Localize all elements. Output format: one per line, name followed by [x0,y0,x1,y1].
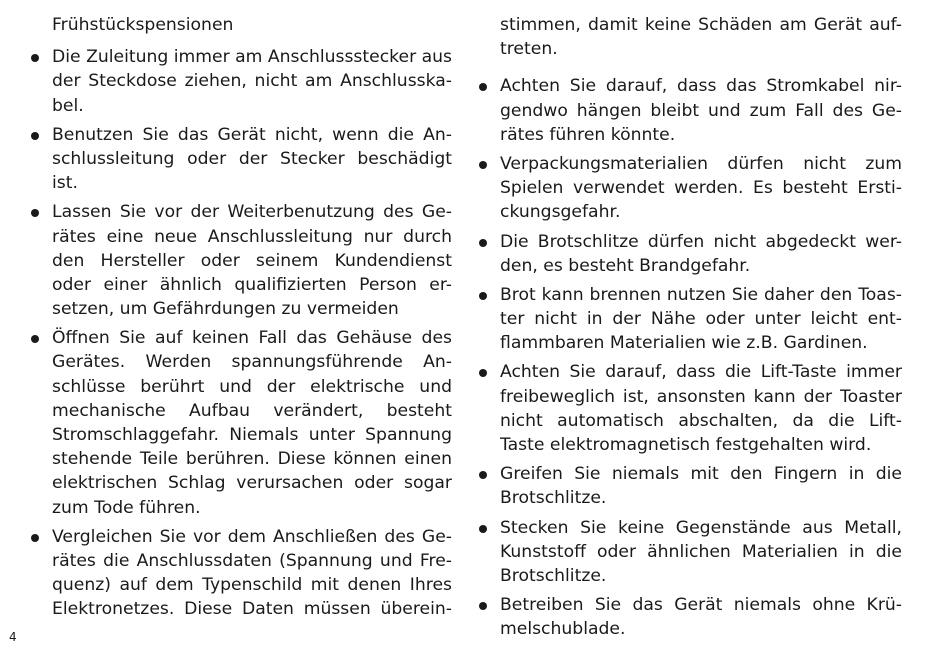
text-line: gendwo hängen bleibt und zum Fall des Ge- [500,100,902,121]
page-number: 4 [9,630,17,644]
bullet-icon [479,239,487,247]
text-line: Stromschlaggefahr. Niemals unter Spannung [52,425,452,445]
text-line: Kunststoff oder ähnlichen Materialien in die [500,541,902,562]
text-line: quenz) auf dem Typenschild mit denen Ihres [52,575,452,596]
text-line: Spielen verwendet werden. Es besteht Ersti- [500,178,902,199]
bullet-icon [31,335,39,343]
text-line: Brotschlitze. [500,488,607,509]
text-line: oder einer ähnlich qualifizierten Person er- [52,274,452,295]
text-line: rätes führen könnte. [500,124,676,145]
text-line: Verpackungsmaterialien dürfen nicht zum [500,153,902,174]
list-item [30,200,452,321]
text-line: ter nicht in der Nähe oder unter leicht ent- [500,309,902,330]
text-line: Greifen Sie niemals mit den Fingern in die [500,464,902,485]
bullet-icon [31,534,39,542]
list-item [478,462,902,510]
text-line: Taste elektromagnetisch festgehalten wird. [500,435,872,455]
list-item [478,593,902,641]
text-line: Vergleichen Sie vor dem Anschließen des Ge- [52,526,452,547]
continuation-line: treten. [500,39,558,60]
text-line: elektrischen Schlag verursachen oder sogar [52,473,452,494]
bullet-icon [479,369,487,377]
text-line: setzen, um Gefährdungen zu vermeiden [52,299,399,320]
text-line: Lassen Sie vor der Weiterbenutzung des Ge- [52,202,452,223]
bullet-icon [479,471,487,479]
text-line: mechanische Aufbau verändert, besteht [52,400,452,421]
bullet-icon [479,292,487,300]
text-line: flammbaren Materialien wie z.B. Gardinen. [500,333,868,354]
text-line: Achten Sie darauf, dass die Lift-Taste immer [500,362,902,383]
list-item [478,516,902,589]
text-line: ist. [52,173,78,194]
text-line: Benutzen Sie das Gerät nicht, wenn die An- [52,124,452,145]
text-line: rätes eine neue Anschlussleitung nur durch [52,226,452,247]
bullet-icon [479,83,487,91]
list-item [30,525,452,622]
list-item [30,123,452,196]
left-column [30,0,452,627]
text-line: freibeweglich ist, ansonsten kann der Toaster [500,386,902,407]
bullet-icon [479,602,487,610]
bullet-icon [479,525,487,533]
text-line: ckungsgefahr. [500,202,621,223]
bullet-icon [31,132,39,140]
text-line: Die Zuleitung immer am Anschlussstecker aus [52,47,452,68]
text-line: nicht automatisch abschalten, da die Lift- [500,410,902,431]
continuation-line: Frühstückspensionen [52,15,234,35]
list-item [478,152,902,225]
list-item [478,230,902,278]
text-line: Stecken Sie keine Gegenstände aus Metall, [500,517,902,538]
text-line: Öffnen Sie auf keinen Fall das Gehäuse des [52,328,452,349]
text-line: bel. [52,95,84,116]
text-line: Brotschlitze. [500,565,607,586]
list-item [478,283,902,356]
text-line: melschublade. [500,619,626,640]
continuation-line: stimmen, damit keine Schäden am Gerät auf- [500,15,902,35]
text-line: Die Brotschlitze dürfen nicht abgedeckt wer- [500,231,902,252]
text-line: Achten Sie darauf, dass das Stromkabel nir- [500,76,902,97]
list-item [30,326,452,520]
text-line: Gerätes. Werden spannungsführende An- [52,352,452,373]
text-line: der Steckdose ziehen, nicht am Anschlusska- [52,71,452,92]
bullet-icon [31,54,39,62]
text-line: zum Tode führen. [52,497,201,518]
text-line: schlüsse berührt und der elektrische und [52,376,452,397]
right-column [478,0,902,647]
list-item [478,360,902,457]
text-line: Betreiben Sie das Gerät niemals ohne Krü- [500,595,902,616]
text-line: Brot kann brennen nutzen Sie daher den Toas- [500,284,902,305]
text-line: Elektronetzes. Diese Daten müssen überein- [52,599,452,620]
text-line: schlussleitung oder der Stecker beschädigt [52,148,452,169]
list-item [30,45,452,118]
text-line: stehende Teile berühren. Diese können einen [52,449,452,470]
list-item [478,74,902,147]
text-line: rätes die Anschlussdaten (Spannung und Fre- [52,550,452,571]
bullet-icon [479,161,487,169]
text-line: den, es besteht Brandgefahr. [500,255,751,276]
text-line: den Hersteller oder seinem Kundendienst [52,250,452,271]
bullet-icon [31,209,39,217]
